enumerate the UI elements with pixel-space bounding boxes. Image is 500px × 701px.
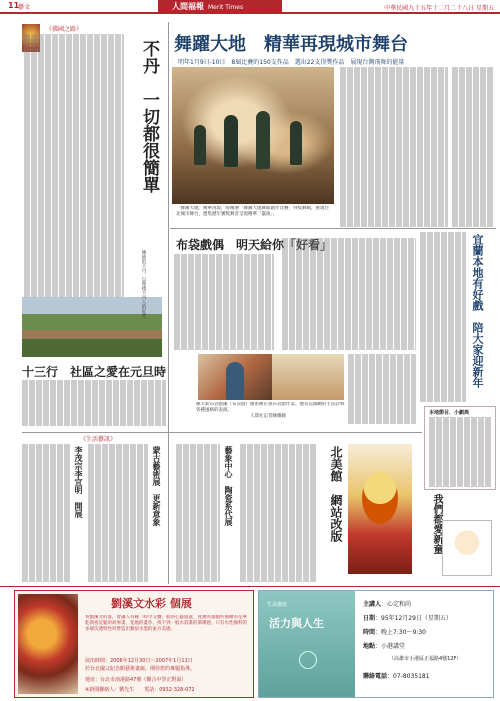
- shisanhang-article-text: [22, 380, 166, 426]
- lecture-value: 心定和尚: [387, 601, 412, 608]
- dance-photo-caption: 「舞躍大地」精華再現，將精選「舞躍大地舞蹈創作比賽」得獎舞碼，重現台北城市舞台，邀集歷年獲獎舞者呈現精華「靈演」。: [176, 206, 329, 217]
- yilan-headline: 宜蘭本地有好戲 陪大家迎新年: [471, 234, 484, 388]
- puppet-photo-2: [272, 354, 344, 400]
- lecture-value: 晚上7:30～9:30: [381, 629, 426, 636]
- lecture-ad-banner: 活力與人生: [269, 617, 324, 630]
- dancer-figure: [290, 121, 302, 165]
- cartoon-drawing: [442, 520, 492, 576]
- lecture-value: 小港講堂: [381, 643, 406, 650]
- lecture-ad-banner-bg: [259, 591, 355, 697]
- watercolor-ad: [14, 590, 254, 698]
- puppet-photo: [198, 354, 272, 400]
- lecture-row-address: （高雄市小港區正福路4號12F）: [389, 656, 462, 662]
- watercolor-ad-contact: ※新聞聯絡人：劉先生 電話：0932-328-072: [85, 687, 195, 693]
- life-item1-text: [22, 444, 70, 582]
- mascot-figure: [362, 472, 398, 524]
- watercolor-ad-title: 劉溪文水彩 個展: [111, 597, 192, 610]
- life-section-tag: 《生活藝訊》: [80, 436, 117, 443]
- lecture-label: 時間: [363, 629, 376, 636]
- lecture-row-speaker: 主講人：心定和尚: [363, 601, 412, 608]
- column-divider: [168, 22, 169, 584]
- issue-date: 中華民國九十五年十二月二十八日 星期五: [384, 5, 494, 12]
- logo-en: Merit Times: [208, 4, 244, 11]
- puppet-photo-credit: 人間社記者陳耀錄: [250, 414, 286, 419]
- cartoon-title: 我們都愛新童: [431, 494, 442, 554]
- bhutan-headline: 不丹 一切都很簡單: [139, 40, 159, 193]
- puppet-article-text-bottom: [348, 354, 416, 424]
- lecture-ad: [258, 590, 494, 698]
- mascot-photo: [348, 444, 412, 574]
- theater-card-text: [429, 417, 491, 487]
- lecture-ad-subtitle: 生命講座: [267, 602, 288, 608]
- feature-subhead: 明年1月9日-10日 8屆比賽的150支作品 選出22支得獎作品 展現台灣飛舞的能量: [178, 59, 405, 66]
- dancer-figure: [256, 111, 270, 169]
- lecture-label: 主講人: [363, 601, 382, 608]
- watercolor-ad-image: [18, 594, 78, 694]
- section-divider: [22, 432, 422, 433]
- life-item3-text: [240, 444, 316, 582]
- ads-divider: [0, 586, 500, 587]
- water-drop-icon: [299, 651, 317, 669]
- lecture-label: 地點: [363, 643, 376, 650]
- masthead-logo: [158, 0, 282, 13]
- watercolor-ad-dates: 展出時間：2006年12月30日～2007年1月11日: [85, 658, 193, 664]
- lecture-row-venue: 地點：小港講堂: [363, 643, 406, 650]
- dance-photo: [172, 67, 334, 204]
- bhutan-photo-caption: 傳統的不丹，以尊樸不丹人的好學。: [141, 250, 146, 322]
- lecture-row-time: 時間：晚上7:30～9:30: [363, 629, 426, 636]
- puppeteer-figure: [226, 362, 244, 400]
- dancer-figure: [224, 115, 238, 167]
- logo-text: 人間福報: [172, 2, 204, 11]
- watercolor-ad-venue: 於台北國父紀念館藝術畫廊，期待您的專題指導。: [85, 666, 196, 672]
- life-item4-headline: 北美館 網站改版: [329, 446, 343, 542]
- puppet-headline: 布袋戲偶 明天給你「好看」: [176, 238, 333, 252]
- shisanhang-headline: 十三行 社區之愛在元旦時: [22, 365, 167, 379]
- life-item1-text-2: [88, 444, 148, 582]
- puppet-photo-caption: 陳大欽布袋戲團（布袋戲）慶系陳正義布袋戲作業。擅長以細緻的手法詮釋各種風格的表演。: [196, 402, 345, 413]
- dance-article-text: [340, 67, 448, 227]
- lecture-value: 07-8035181: [393, 673, 430, 680]
- puppet-article-text-right: [282, 238, 416, 350]
- life-item2-headline: 蒙古藝術展 更新意象: [152, 446, 162, 526]
- lecture-row-date: 日期：95年12月29日（星期五）: [363, 615, 452, 622]
- lecture-label: 聯絡電話: [363, 673, 388, 680]
- watercolor-ad-body: 看劉溪文的畫，會讓人有種「時空交疊」般的心靈旅遊，寬廣的畫幅所描繪的是華乾與密沉鬆的故事畫，花地的畫作，找不到一般水彩畫的筆蹟感，只有水性顏料的多層次透明性所營造出類似水墨的東方美感。: [85, 615, 247, 632]
- bhutan-article-text: [24, 34, 124, 304]
- lecture-label: 日期: [363, 615, 376, 622]
- life-item3-headline: 藝象中心 陶瓷系代展: [224, 446, 234, 526]
- watercolor-ad-address: 地址：台北市南港路47號（聯合中學正對面）: [85, 677, 187, 683]
- feature-divider: [170, 228, 496, 229]
- page-number: 11: [8, 1, 20, 10]
- dancer-figure: [194, 125, 206, 165]
- lecture-value: 95年12月29日（星期五）: [381, 615, 452, 622]
- series-tag: 《佛國之路》: [46, 26, 83, 33]
- dance-article-text-right: [452, 67, 494, 227]
- section-name: 藝文: [18, 4, 31, 11]
- life-item1-headline: 李茂宗李宜明 開展: [74, 446, 84, 518]
- life-item2-text: [176, 444, 220, 582]
- puppet-article-text: [174, 254, 274, 350]
- yilan-article-text: [420, 232, 466, 402]
- feature-headline: 舞躍大地 精華再現城市舞台: [174, 34, 408, 55]
- theater-card-title: 本地節目．小劇典: [429, 410, 470, 416]
- theater-card: [424, 406, 496, 490]
- lecture-row-phone: 聯絡電話：07-8035181: [363, 673, 430, 680]
